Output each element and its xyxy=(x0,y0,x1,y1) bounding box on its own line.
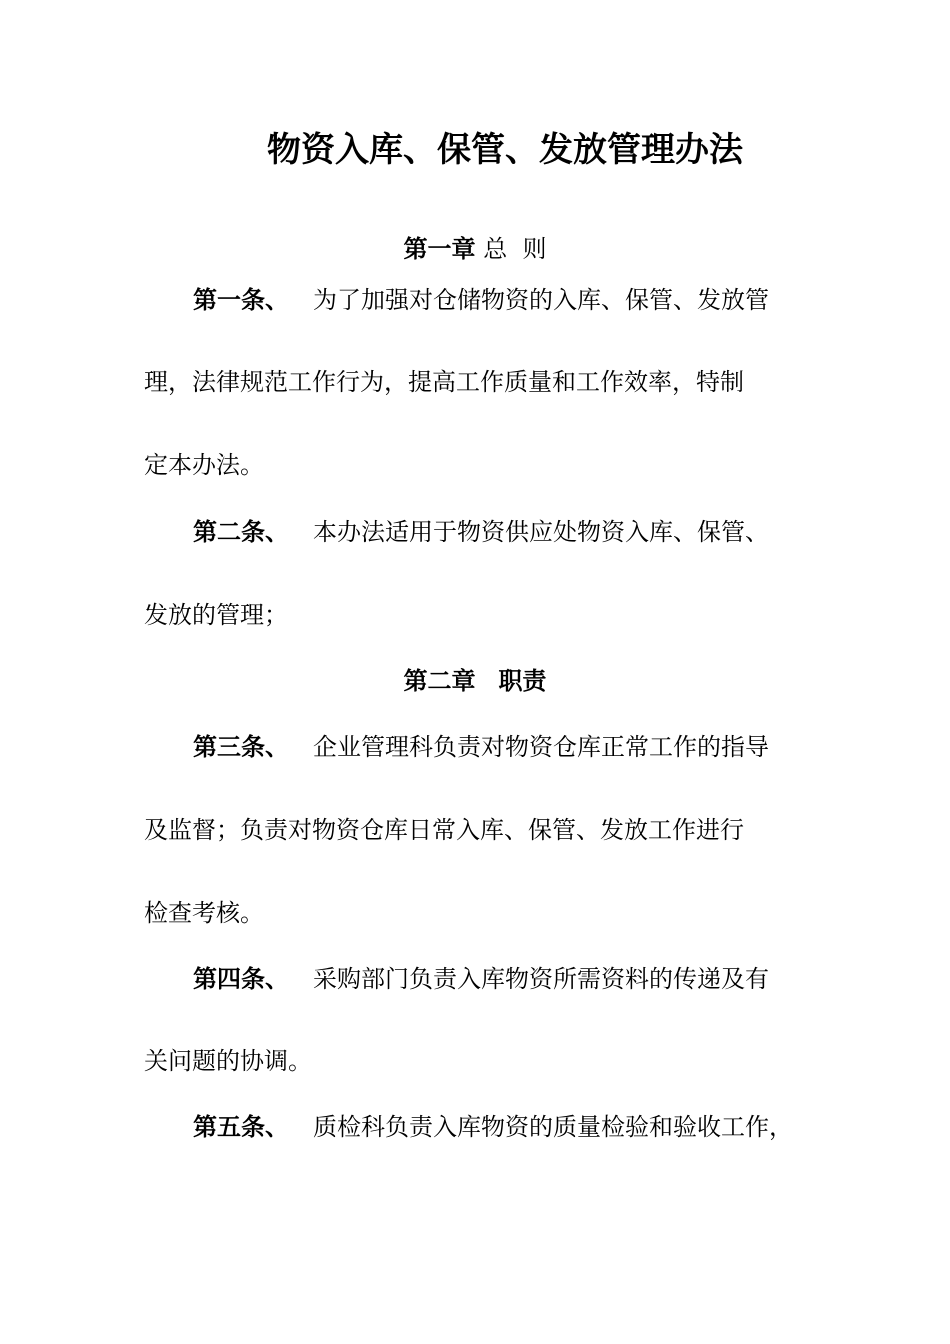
chapter-heading xyxy=(0,664,950,698)
article-text-line: 检查考核。 xyxy=(144,899,264,927)
chapter-name: 职责 xyxy=(498,667,547,695)
article-text: 为了加强对仓储物资的入库、保管、发放管 xyxy=(313,286,769,314)
article-text: 本办法适用于物资供应处物资入库、保管、 xyxy=(313,518,769,546)
article-first-line xyxy=(193,962,769,996)
article-text-line: 发放的管理； xyxy=(144,601,288,629)
article-label: 第五条、 xyxy=(193,1113,289,1141)
article-label: 第三条、 xyxy=(193,733,289,761)
document-title: 物资入库、保管、发放管理办法 xyxy=(267,130,743,170)
article-first-line xyxy=(193,1110,793,1144)
chapter-number: 第一章 xyxy=(403,235,476,263)
article-text: 采购部门负责入库物资所需资料的传递及有 xyxy=(313,965,769,993)
chapter-heading xyxy=(0,232,950,266)
article-first-line xyxy=(193,730,769,764)
chapter-number: 第二章 xyxy=(403,667,476,695)
article-first-line xyxy=(193,515,769,549)
article-label: 第一条、 xyxy=(193,286,289,314)
article-text-line: 理，法律规范工作行为，提高工作质量和工作效率，特制 xyxy=(144,368,744,396)
article-text-line: 及监督；负责对物资仓库日常入库、保管、发放工作进行 xyxy=(144,816,744,844)
article-text-line: 关问题的协调。 xyxy=(144,1047,312,1075)
article-text-line: 定本办法。 xyxy=(144,451,264,479)
article-text: 质检科负责入库物资的质量检验和验收工作， xyxy=(313,1113,793,1141)
chapter-name: 总 则 xyxy=(483,235,547,263)
article-text: 企业管理科负责对物资仓库正常工作的指导 xyxy=(313,733,769,761)
article-label: 第四条、 xyxy=(193,965,289,993)
article-label: 第二条、 xyxy=(193,518,289,546)
article-first-line xyxy=(193,283,769,317)
